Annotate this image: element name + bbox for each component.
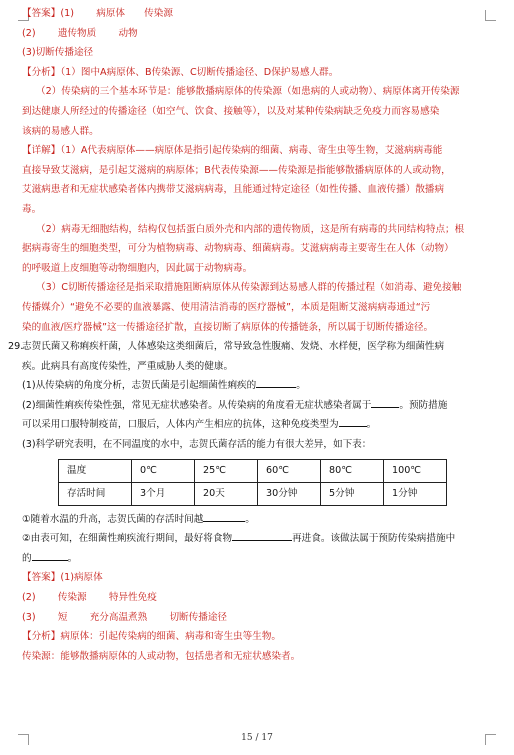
answer-line: 【答案】(1) 病原体 传染源: [22, 8, 173, 19]
table-header-cell: 0℃: [132, 459, 195, 482]
detail-line: （2）病毒无细胞结构，结构仅包括蛋白质外壳和内部的遗传物质，这是所有病毒的共同结构特点；根: [36, 223, 465, 235]
punctuation: 。: [67, 552, 78, 564]
table-row: [59, 459, 447, 482]
sub-question-text: (2)细菌性痢疾传染性强，常见无症状感染者。从传染病的角度看无症状感染者属于: [22, 399, 372, 411]
document-body: [8, 4, 494, 666]
punctuation: 。: [366, 419, 377, 431]
sub-question-2: [22, 396, 494, 416]
table-header-cell: 60℃: [258, 459, 321, 482]
answer-line: (3)切断传播途径: [22, 47, 94, 59]
punctuation: 。: [296, 380, 306, 392]
table-row: [59, 482, 447, 505]
detail-line: 艾滋病患者和无症状感染者体内携带艾滋病病毒，且能通过特定途径（如性传播、血液传播）散播病: [22, 184, 445, 196]
sub-question-text: ②由表可知，在细菌性痢疾流行期间，最好将食物: [22, 533, 233, 545]
analysis-line: 【分析】病原体：引起传染病的细菌、病毒和寄生虫等生物。: [22, 631, 282, 643]
sub-question-2-cont: [22, 415, 494, 435]
detail-line: 直接导致艾滋病，是引起艾滋病的病原体；B代表传染源——传染源是指能够散播病原体的人或动物，: [22, 164, 451, 176]
detail-line: 传播媒介）“避免不必要的血液暴露、使用清洁消毒的医疗器械”，本质是阻断艾滋病病毒通过“污: [22, 301, 431, 313]
answer-blank[interactable]: [339, 416, 367, 427]
table-header-cell: 25℃: [195, 459, 258, 482]
sub-question-3b: [22, 529, 494, 549]
detail-line: （3）C切断传播途径是指采取措施阻断病原体从传染源到达易感人群的传播过程（如消毒、避免接触: [36, 282, 462, 294]
table-header-cell: 100℃: [384, 459, 447, 482]
page-number: 15 / 17: [241, 733, 273, 743]
sub-question-text: ①随着水温的升高，志贺氏菌的存活时间越: [22, 513, 204, 525]
answer-blank[interactable]: [256, 377, 296, 388]
detail-line: 染的血液/医疗器械”这一传播途径扩散，直接切断了病原体的传播链条，所以属于切断传播途径。: [22, 321, 434, 333]
sub-question-text: 再进食。该做法属于预防传染病措施中: [292, 533, 456, 545]
question-stem: 疾。此病具有高度传染性，严重威胁人类的健康。: [22, 360, 234, 372]
answer-blank[interactable]: [232, 530, 292, 541]
sub-question-text: 的: [22, 552, 32, 564]
sub-question-text: 。预防措施: [399, 399, 448, 411]
question-stem-text: 志贺氏菌又称痢疾杆菌，人体感染这类细菌后，常导致急性腹痛、发烧、水样便，医学称为细菌性病: [22, 341, 445, 353]
question-number: 29.: [8, 341, 24, 353]
table-cell: 存活时间: [59, 482, 132, 505]
table-cell: 5分钟: [321, 482, 384, 505]
sub-question-text: (1)从传染病的角度分析，志贺氏菌是引起细菌性痢疾的: [22, 380, 257, 392]
answer-line: (3) 短 充分高温煮熟 切断传播途径: [22, 611, 228, 623]
sub-question-text: 可以采用口服特制疫苗，口服后，人体内产生相应的抗体，这种免疫类型为: [22, 419, 339, 431]
answer-line: (2) 遗传物质 动物: [22, 27, 138, 39]
sub-question-3a: [22, 510, 494, 530]
analysis-line: 【分析】（1）图中A病原体、B传染源、C切断传播途径、D保护易感人群。: [22, 66, 339, 78]
table-cell: 1分钟: [384, 482, 447, 505]
answer-line: 【答案】(1)病原体: [22, 572, 103, 584]
detail-line: 的呼吸道上皮细胞等动物细胞内，因此属于动物病毒。: [22, 262, 253, 274]
table-cell: 30分钟: [258, 482, 321, 505]
analysis-line: 传染源：能够散播病原体的人或动物，包括患者和无症状感染者。: [22, 650, 301, 662]
table-cell: 20天: [195, 482, 258, 505]
sub-question-1: [22, 376, 494, 396]
answer-blank[interactable]: [371, 397, 399, 408]
analysis-line: 该病的易感人群。: [22, 125, 99, 137]
question-stem: [8, 337, 494, 357]
sub-question-3: (3)科学研究表明，在不同温度的水中，志贺氏菌存活的能力有很大差异，如下表：: [22, 439, 372, 451]
table-cell: 3个月: [132, 482, 195, 505]
survival-table: [58, 459, 447, 506]
analysis-line: 到达健康人所经过的传播途径（如空气、饮食、接触等），以及对某种传染病缺乏免疫力而容易感染: [22, 105, 440, 117]
sub-question-3b-cont: [22, 549, 494, 569]
punctuation: 。: [245, 513, 255, 525]
answer-line: (2) 传染源 特异性免疫: [22, 592, 157, 604]
analysis-line: （2）传染病的三个基本环节是：能够散播病原体的传染源（如患病的人或动物）、病原体离开传染源: [36, 86, 460, 98]
detail-line: 毒。: [22, 203, 42, 215]
table-header-cell: 80℃: [321, 459, 384, 482]
answer-blank[interactable]: [32, 550, 68, 561]
table-header-cell: 温度: [59, 459, 132, 482]
detail-line: 据病毒寄生的细胞类型，可分为植物病毒、动物病毒、细菌病毒。艾滋病病毒主要寄生在人体（动物）: [22, 243, 454, 255]
detail-line: 【详解】（1）A代表病原体——病原体是指引起传染病的细菌、病毒、寄生虫等生物，艾滋病病毒能: [22, 145, 443, 157]
answer-blank[interactable]: [203, 511, 245, 522]
